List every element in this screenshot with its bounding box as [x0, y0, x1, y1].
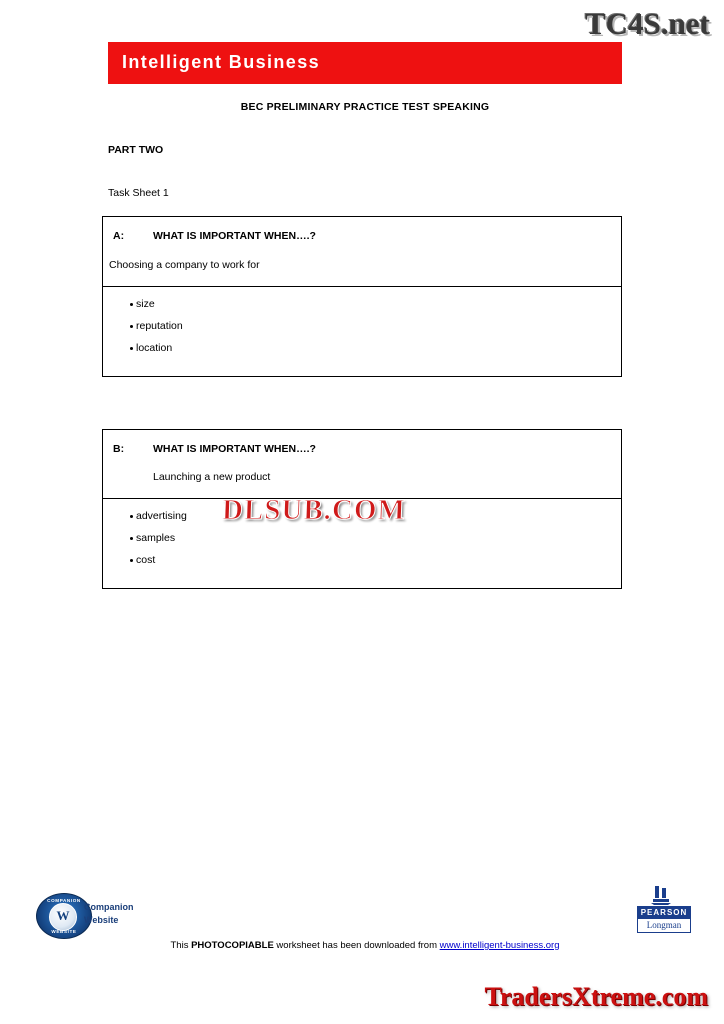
pearson-ship-icon — [637, 884, 691, 906]
bullet-icon — [130, 347, 133, 350]
footer-note-prefix: This — [170, 940, 192, 951]
companion-website-badge — [36, 893, 186, 937]
companion-line-2: Website — [84, 915, 119, 925]
task-a-letter: A: — [113, 230, 125, 242]
seal-inner-circle — [49, 903, 77, 931]
task-a-question: WHAT IS IMPORTANT WHEN….? — [153, 230, 316, 242]
task-box-a — [102, 216, 622, 377]
bullet-icon — [130, 303, 133, 306]
task-a-bullets — [103, 287, 621, 376]
task-a-subtitle: Choosing a company to work for — [109, 259, 260, 271]
footer-note — [108, 940, 622, 951]
pearson-brand-label: PEARSON — [637, 906, 691, 919]
watermark-tradersxtreme: TradersXtreme.com — [484, 982, 708, 1011]
footer-note-middle: worksheet has been downloaded from — [273, 940, 440, 951]
bullet-icon — [130, 559, 133, 562]
list-item — [103, 554, 621, 576]
watermark-dlsub: DLSUB.COM — [221, 494, 407, 526]
seal-arc-bottom-label: WEBSITE — [51, 929, 77, 934]
list-item-label: cost — [136, 554, 156, 566]
list-item-label: samples — [136, 532, 176, 544]
task-b-header — [103, 430, 621, 499]
task-a-header — [103, 217, 621, 287]
bullet-icon — [130, 515, 133, 518]
footer-website-link[interactable]: www.intelligent-business.org — [439, 940, 560, 951]
task-sheet-label: Task Sheet 1 — [108, 187, 169, 199]
seal-arc-top-label: COMPANION — [47, 898, 81, 903]
list-item — [103, 342, 621, 364]
footer-note-bold: PHOTOCOPIABLE — [191, 940, 274, 951]
brand-banner — [108, 42, 622, 84]
companion-line-1: Companion — [84, 902, 134, 912]
part-label: PART TWO — [108, 144, 164, 156]
task-b-question: WHAT IS IMPORTANT WHEN….? — [153, 443, 316, 455]
pearson-imprint-label: Longman — [637, 919, 691, 933]
task-b-letter: B: — [113, 443, 125, 455]
companion-text — [84, 901, 134, 927]
task-b-subtitle: Launching a new product — [153, 471, 271, 483]
seal-letter-label: W — [56, 908, 70, 923]
list-item-label: advertising — [136, 510, 187, 522]
list-item — [103, 532, 621, 554]
brand-title: Intelligent Business — [122, 52, 321, 72]
bullet-icon — [130, 325, 133, 328]
pearson-longman-logo — [637, 884, 691, 933]
list-item — [103, 298, 621, 320]
list-item-label: location — [136, 342, 173, 354]
watermark-tc4s: TC4S.net — [585, 6, 710, 41]
list-item-label: reputation — [136, 320, 183, 332]
list-item — [103, 320, 621, 342]
bullet-icon — [130, 537, 133, 540]
list-item-label: size — [136, 298, 155, 310]
page-title: BEC PRELIMINARY PRACTICE TEST SPEAKING — [240, 101, 490, 113]
